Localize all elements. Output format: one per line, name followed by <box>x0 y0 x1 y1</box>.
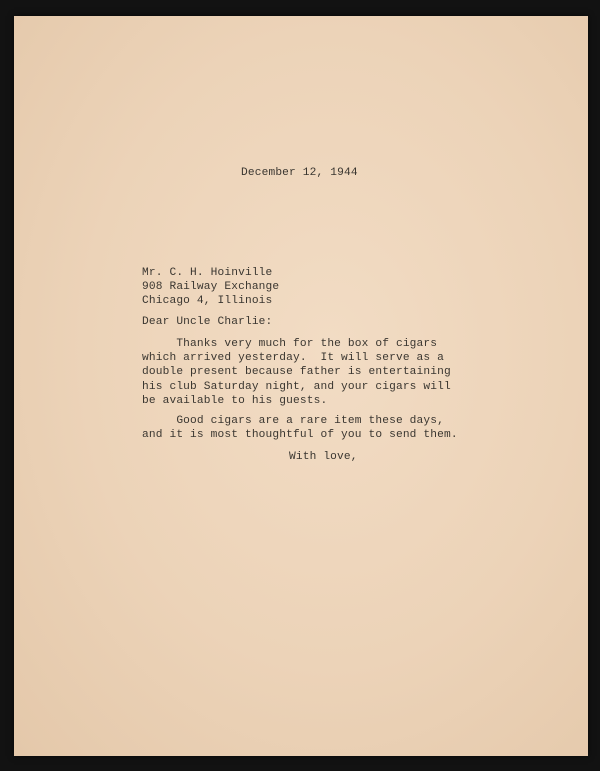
closing: With love, <box>289 451 358 463</box>
letter-page <box>14 16 588 756</box>
address-line-street: 908 Railway Exchange <box>142 281 280 294</box>
body-paragraph-2 <box>142 414 458 442</box>
recipient-address <box>142 266 279 309</box>
paragraph-line: be available to his guests. <box>142 394 328 407</box>
paragraph-line: which arrived yesterday. It will serve as a <box>142 352 444 365</box>
paragraph-line: Good cigars are a rare item these days, <box>142 415 444 427</box>
address-line-city: Chicago 4, Illinois <box>142 295 273 308</box>
salutation: Dear Uncle Charlie: <box>142 316 273 328</box>
letter-date: December 12, 1944 <box>241 167 358 179</box>
paragraph-line: Thanks very much for the box of cigars <box>142 338 438 350</box>
address-line-name: Mr. C. H. Hoinville <box>142 267 273 279</box>
paragraph-line: his club Saturday night, and your cigars will <box>142 380 451 393</box>
paragraph-line: double present because father is entertaining <box>142 366 451 379</box>
body-paragraph-1 <box>142 337 451 408</box>
paragraph-line: and it is most thoughtful of you to send them. <box>142 429 458 442</box>
